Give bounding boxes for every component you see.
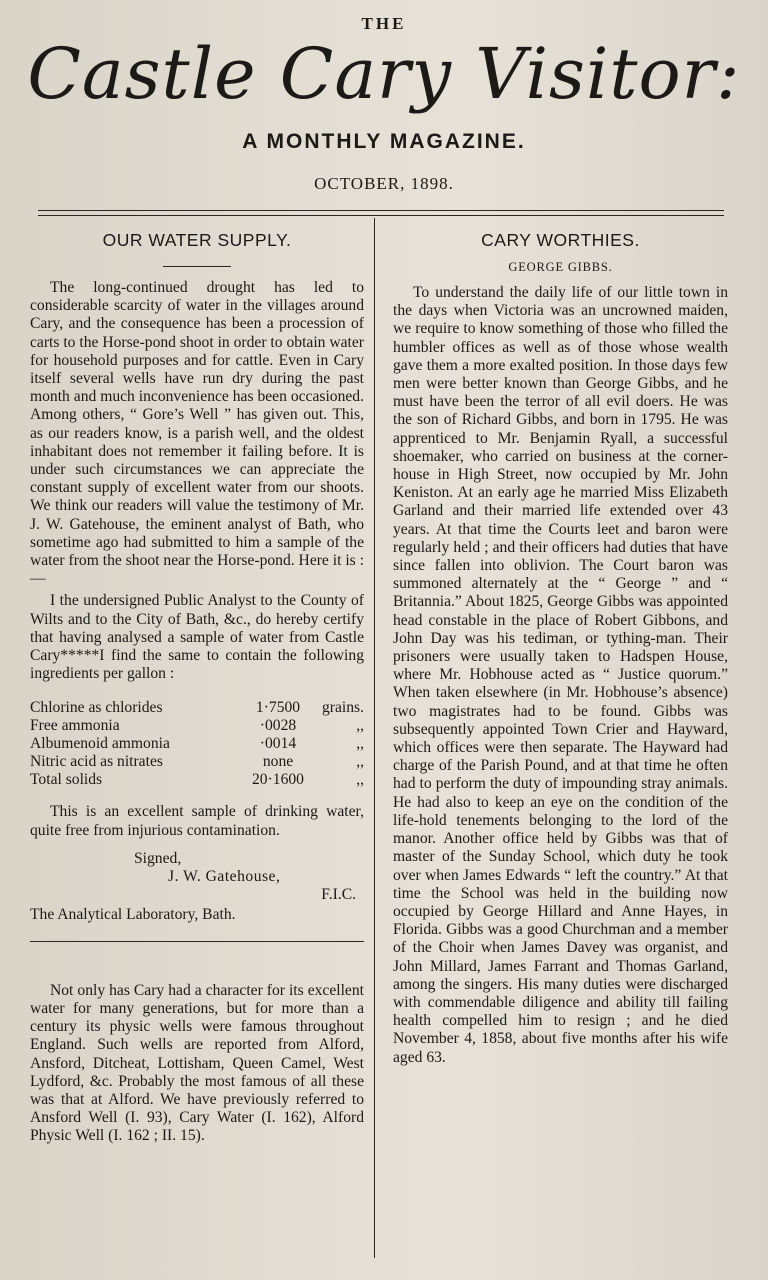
water-paragraph-1: The long-continued drought has led to considerable scarcity of water in the villages around Cary, and the consequence has been a procession of carts to the Horse-pond shoot in order to obtain water for household purposes and for cattle. Even in Cary itself several wells have run dry during the past month and much inconvenience has been occasioned. Among others, “ Gore’s Well ” has given out. This, as our readers know, is a parish well, and the oldest inhabitant does not remember it failing before. It is under such circumstances we can appreciate the constant supply of excellent water from our shoots. We think our readers will value the testimony of Mr. J. W. Gatehouse, the eminent analyst of Bath, who sometime ago had submitted to him a sample of the water from the shoot near the Horse-pond. Here it is :— (30, 279, 364, 588)
masthead-subtitle: A MONTHLY MAGAZINE. (242, 130, 526, 153)
laboratory-line: The Analytical Laboratory, Bath. (30, 906, 236, 924)
header-rule-bottom (38, 215, 724, 216)
analysis-row (30, 735, 364, 753)
analysis-row (30, 717, 364, 735)
issue-date: OCTOBER, 1898. (314, 174, 454, 193)
cary-worthies-heading: CARY WORTHIES. (481, 230, 640, 250)
analysis-value: none (262, 753, 294, 771)
analysis-value: ·0014 (259, 735, 297, 753)
worthies-paragraph: To understand the daily life of our little town in the days when Victoria was an uncrowned maiden, we require to know something of those who filled the humbler offices as well as of those whose wealth gave them a more exalted position. In those days few men were better known than George Gibbs, and he must have been the terror of all evil doers. He was the son of Richard Gibbs, and born in 1795. He was apprenticed to Mr. Benjamin Ryall, a successful shoemaker, who carried on business at the corner-house in High Street, now occupied by Mr. John Keniston. At an early age he married Miss Elizabeth Garland and their married life extended over 43 years. At that time the Courts leet and baron were regularly held ; and their officers had duties that have since fallen into oblivion. The Court baron was summoned alternately at the “ George ” and “ Britannia.” About 1825, George Gibbs was appointed head constable in the place of Robert Gibbons, and John Day was his tediman, or tything-man. Their prisoners were usually taken to Hadspen House, where Mr. Hobhouse acted as “ Justice quorum.” When taken elsewhere (in Mr. Hobhouse’s absence) two magistrates had to be found. Gibbs was subsequently appointed Town Crier and Hayward, which offices were then separate. The Hayward had charge of the Parish Pound, and at that time he often had to perform the duty of impounding stray animals. He had also to keep an eye on the condition of the life-hold tenements belonging to the lord of the manor. Another office held by Gibbs was that of master of the Sunday School, which duty he took over when James Edwards “ left the country.” At that time the School was held in the building now occupied by George Hillard and Anne Hayes, in Florida. Gibbs was a good Churchman and a member of the Choir when James Davey was organist, and John Millard, James Farrant and Thomas Garland, among the singers. His many duties were discharged with commendable diligence and ability till failing health compelled him to resign ; and he died November 4, 1858, about five months after his wife aged 63. (393, 284, 728, 1066)
masthead-the: THE (361, 14, 407, 33)
analysis-table (30, 699, 364, 789)
masthead-title: Castle Cary Visitor: (27, 33, 741, 115)
water-paragraph-4: Not only has Cary had a character for its excellent water for many generations, but for more than a century its physic wells were famous throughout England. Such wells are reported from Alford, Ansford, Ditcheat, Lottisham, Queen Camel, West Lydford, &c. Probably the most famous of all these was that at Alford. We have previously referred to Ansford Well (I. 93), Cary Water (I. 162), Alford Physic Well (I. 162 ; II. 15). (30, 981, 364, 1145)
water-paragraph-2: I the undersigned Public Analyst to the County of Wilts and to the City of Bath, &c., do hereby certify that having analysed a sample of water from Castle Cary*****I find the same to contain the following ingredients per gallon : (30, 592, 364, 683)
analysis-row (30, 699, 364, 717)
analysis-name: Albumenoid ammonia (30, 735, 170, 753)
analysis-name: Free ammonia (30, 717, 120, 735)
header-rule-top (38, 210, 724, 211)
heading-rule (163, 266, 231, 267)
analysis-unit: ,, (356, 735, 364, 753)
analysis-value: 1·7500 (255, 699, 301, 717)
signed-label: Signed, (134, 849, 182, 867)
water-supply-heading: OUR WATER SUPPLY. (102, 230, 292, 250)
analysis-unit: ,, (356, 753, 364, 771)
george-gibbs-subheading: GEORGE GIBBS. (508, 260, 613, 274)
signer-name: J. W. Gatehouse, (168, 868, 281, 886)
left-column (30, 222, 364, 1146)
analysis-name: Total solids (30, 771, 103, 789)
analysis-row (30, 771, 364, 789)
analysis-name: Chlorine as chlorides (30, 699, 163, 717)
analysis-name: Nitric acid as nitrates (30, 753, 163, 771)
signer-title: F.I.C. (321, 886, 356, 904)
analysis-unit: ,, (356, 771, 364, 789)
analysis-value: 20·1600 (252, 771, 304, 789)
section-rule (30, 941, 364, 942)
analysis-row (30, 753, 364, 771)
column-divider (374, 218, 375, 1258)
right-column (393, 222, 728, 1067)
water-paragraph-3: This is an excellent sample of drinking water, quite free from injurious contamination. (30, 803, 364, 839)
analysis-value: ·0028 (259, 717, 297, 735)
analysis-unit: grains. (321, 699, 364, 717)
analysis-unit: ,, (356, 717, 364, 735)
